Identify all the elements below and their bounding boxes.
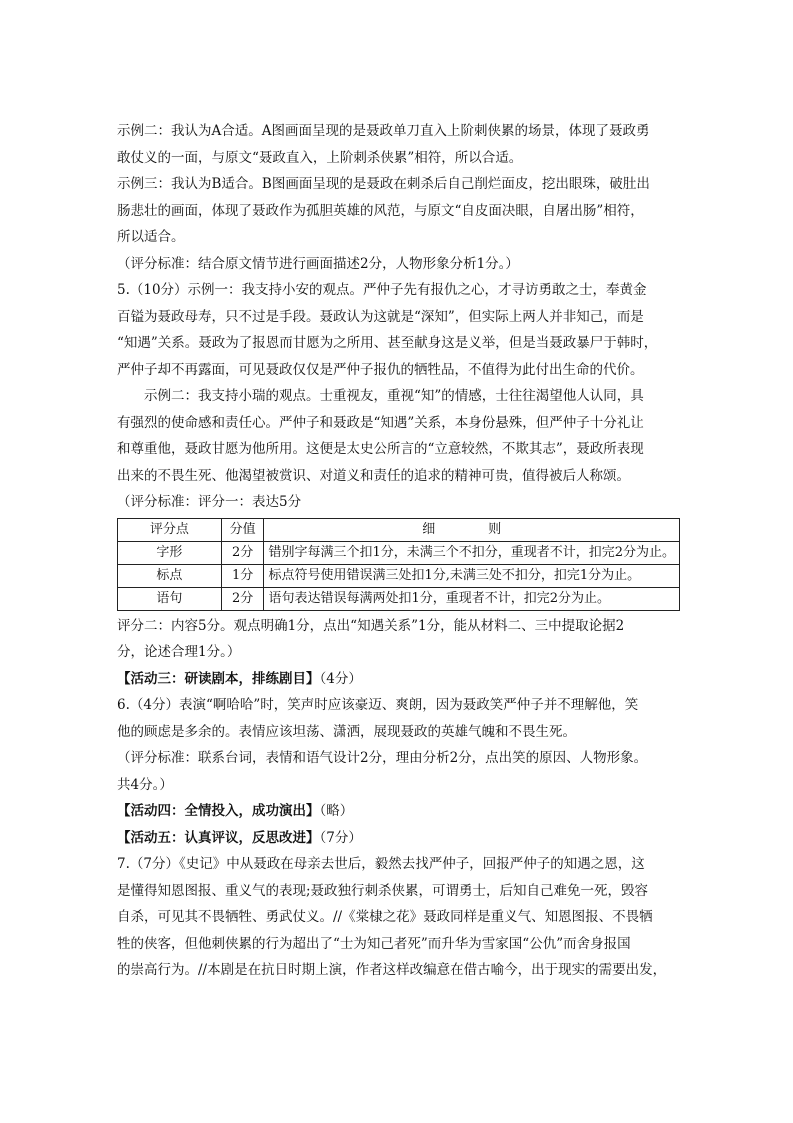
- text-line: 的崇高行为。//本剧是在抗日时期上演，作者这样改编意在借古喻今，出于现实的需要出发，: [117, 962, 667, 978]
- activity-title: 【活动三：研读剧本，排练剧目】: [117, 670, 320, 687]
- text-line: 肠悲壮的画面，体现了聂政作为孤胆英雄的风范，与原文“自皮面决眼，自屠出肠”相符，: [117, 202, 644, 219]
- text-line: 牲的侠客，但他刺侠累的行为超出了“士为知己者死”而升华为雪家国“公仇”而舍身报国: [117, 935, 631, 952]
- table-row: [118, 587, 680, 610]
- activity-title: 【活动四：全情投入，成功演出】: [117, 803, 320, 819]
- table-cell: 标点符号使用错误满三处扣1分,未满三处不扣分，扣完1分为止。: [264, 564, 680, 587]
- question-6-line: 6.（4分）表演“啊哈哈”时，笑声时应该豪迈、爽朗，因为聂政笑严仲子并不理解他，笑: [117, 697, 639, 713]
- activity-3-heading: [117, 666, 680, 693]
- activity-score: （略）: [319, 803, 354, 819]
- scoring-note: （评分标准：联系台词，表情和语气设计2分，理由分析2分，点出笑的原因、人物形象。: [117, 750, 648, 766]
- table-cell: 语句: [118, 587, 222, 610]
- table-header-cell: 分值: [221, 518, 264, 541]
- scoring-note: （评分标准：评分一：表达5分: [117, 494, 302, 510]
- text-line: 百镒为聂政母寿，只不过是手段。聂政认为这就是“深知”，但实际上两人并非知己，而是: [117, 308, 644, 325]
- table-cell: 1分: [221, 564, 264, 587]
- activity-5-heading: [117, 825, 680, 852]
- table-cell: 语句表达错误每满两处扣1分，重现者不计，扣完2分为止。: [264, 587, 680, 610]
- activity-4-heading: [117, 798, 680, 825]
- scoring-note: 分，论述合理1分。）: [117, 644, 241, 660]
- activity-score: （4分）: [319, 670, 362, 687]
- question-7-line: 7.（7分）《史记》中从聂政在母亲去世后，毅然去找严仲子，回报严仲子的知遇之恩，这: [117, 856, 645, 872]
- table-cell: 字形: [118, 541, 222, 564]
- text-line: 所以适合。: [117, 229, 185, 245]
- table-header-row: [118, 518, 680, 541]
- text-line: 出来的不畏生死、他渴望被赏识、对道义和责任的追求的精神可贵，值得被后人称颂。: [117, 467, 630, 484]
- table-cell: 2分: [221, 587, 264, 610]
- table-cell: 标点: [118, 564, 222, 587]
- text-line: “知遇”关系。聂政为了报恩而甘愿为之所用、甚至献身这是义举，但是当聂政暴尸于韩时，: [117, 335, 658, 351]
- rubric-table: [117, 518, 680, 611]
- text-line: 严仲子却不再露面，可见聂政仅仅是严仲子报仇的牺牲品，不值得为此付出生命的代价。: [117, 361, 644, 378]
- text-line: 有强烈的使命感和责任心。严仲子和聂政是“知遇”关系，本身份悬殊，但严仲子十分礼让: [117, 414, 644, 431]
- activity-title: 【活动五：认真评议，反思改进】: [117, 829, 320, 846]
- activity-score: （7分）: [319, 829, 362, 846]
- scoring-note: 共4分。）: [117, 776, 173, 793]
- text-line: 示例二：我认为A合适。A图画面呈现的是聂政单刀直入上阶刺侠累的场景，体现了聂政勇: [117, 123, 650, 139]
- text-line: 示例三：我认为B适合。B图画面呈现的是聂政在刺杀后自己削烂面皮，挖出眼珠，破肚出: [117, 176, 650, 192]
- text-line: 和尊重他，聂政甘愿为他所用。这便是太史公所言的“立意较然，不欺其志”，聂政所表现: [117, 441, 644, 457]
- scoring-note: 评分二：内容5分。观点明确1分，点出“知遇关系”1分，能从材料二、三中提取论据2: [117, 617, 625, 634]
- scoring-note: （评分标准：结合原文情节进行画面描述2分，人物形象分析1分。）: [117, 255, 519, 272]
- table-cell: 错别字每满三个扣1分，未满三个不扣分，重现者不计，扣完2分为止。: [264, 541, 680, 564]
- text-line: 敢仗义的一面，与原文“聂政直入，上阶刺杀侠累”相符，所以合适。: [117, 149, 523, 166]
- text-line-indented: 示例二：我支持小瑞的观点。士重视友，重视“知”的情感，士往往渴望他人认同，具: [144, 388, 644, 404]
- text-line: 他的顾虑是多余的。表情应该坦荡、潇洒，展现聂政的英雄气魄和不畏生死。: [117, 723, 576, 740]
- table-row: [118, 564, 680, 587]
- text-line: 是懂得知恩图报、重义气的表现;聂政独行刺杀侠累，可谓勇士，后知自己难免一死，毁容: [117, 882, 649, 899]
- table-cell: 2分: [221, 541, 264, 564]
- text-line: 自杀，可见其不畏牺牲、勇武仗义。//《棠棣之花》聂政同样是重义气、知恩图报、不畏牺: [117, 909, 653, 925]
- question-5-line: 5.（10分）示例一：我支持小安的观点。严仲子先有报仇之心，才寻访勇敢之士，奉黄金: [117, 282, 647, 298]
- table-header-cell: 细 则: [264, 518, 680, 541]
- document-page: [117, 118, 680, 984]
- table-header-cell: 评分点: [118, 518, 222, 541]
- table-row: [118, 541, 680, 564]
